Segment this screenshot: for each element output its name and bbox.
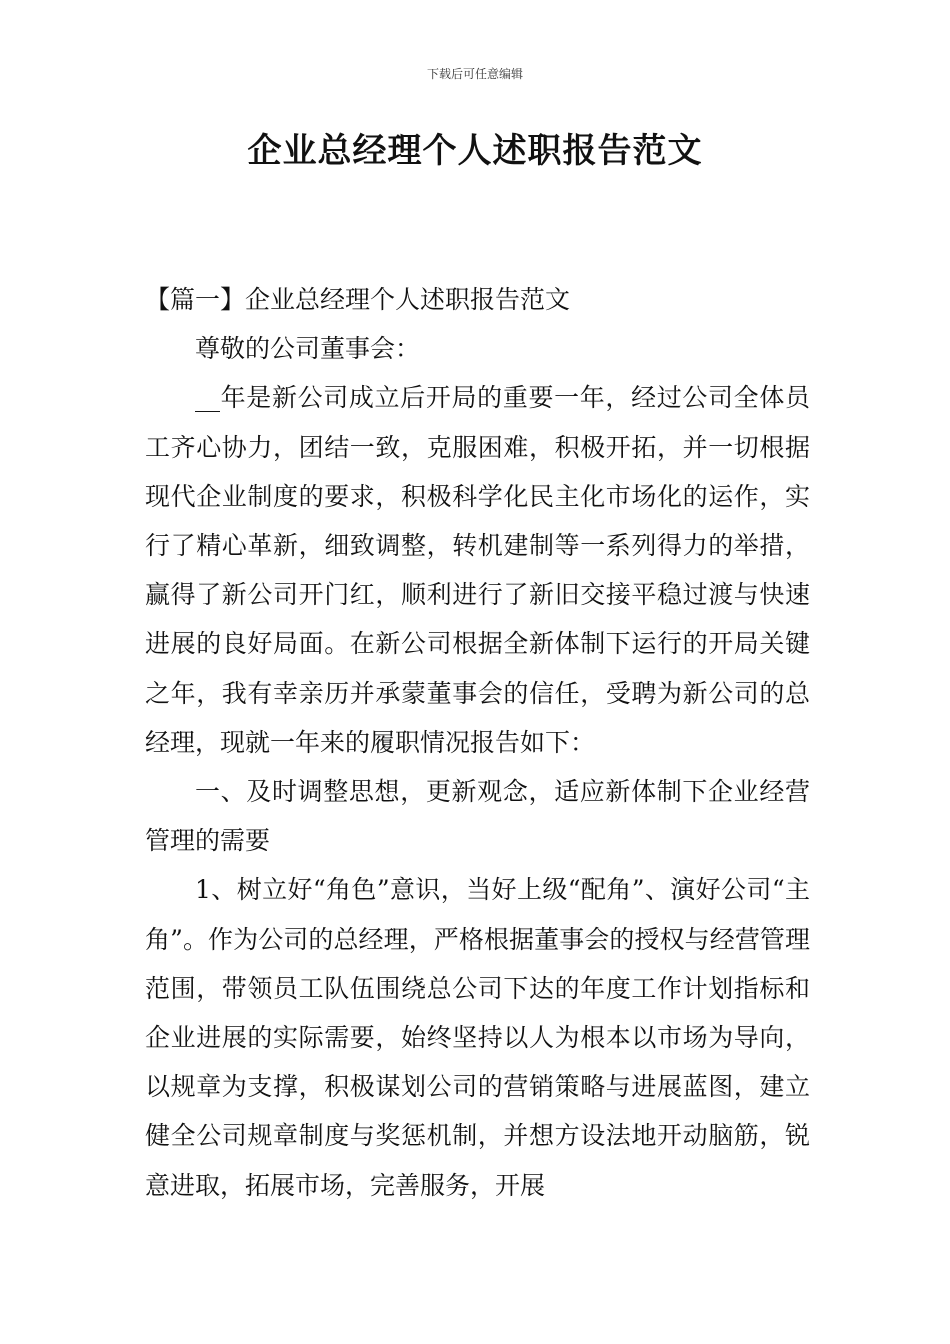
salutation: 尊敬的公司董事会： [195, 334, 421, 364]
paragraph-intro: __年是新公司成立后开局的重要一年，经过公司全体员工齐心协力，团结一致，克服困难，积极开拓，并一切根据现代企业制度的要求，积极科学化民主化市场化的运作，实行了精心革新，细致调整，转机建制等一系列得力的举措，赢得了新公司开门红，顺利进行了新旧交接平稳过渡与快速进展的良好局面。在新公司根据全新体制下运行的开局关键之年，我有幸亲历并承蒙董事会的信任，受聘为新公司的总经理，现就一年来的履职情况报告如下： [145, 383, 810, 757]
header-note: 下载后可任意编辑 [426, 67, 523, 81]
section-heading: 【篇一】企业总经理个人述职报告范文 [145, 285, 571, 314]
document-title: 企业总经理个人述职报告范文 [247, 131, 703, 171]
paragraph-point-one: 1、树立好“角色”意识，当好上级“配角”、演好公司“主角”。作为公司的总经理，严格根据董事会的授权与经营管理范围，带领员工队伍围绕总公司下达的年度工作计划指标和企业进展的实际需要，始终坚持以人为根本以市场为导向，以规章为支撑，积极谋划公司的营销策略与进展蓝图，建立健全公司规章制度与奖惩机制，并想方设法地开动脑筋，锐意进取，拓展市场，完善服务，开展 [145, 875, 810, 1200]
paragraph-heading-one: 一、及时调整思想，更新观念，适应新体制下企业经营管理的需要 [145, 777, 810, 856]
document-body [145, 275, 810, 1210]
